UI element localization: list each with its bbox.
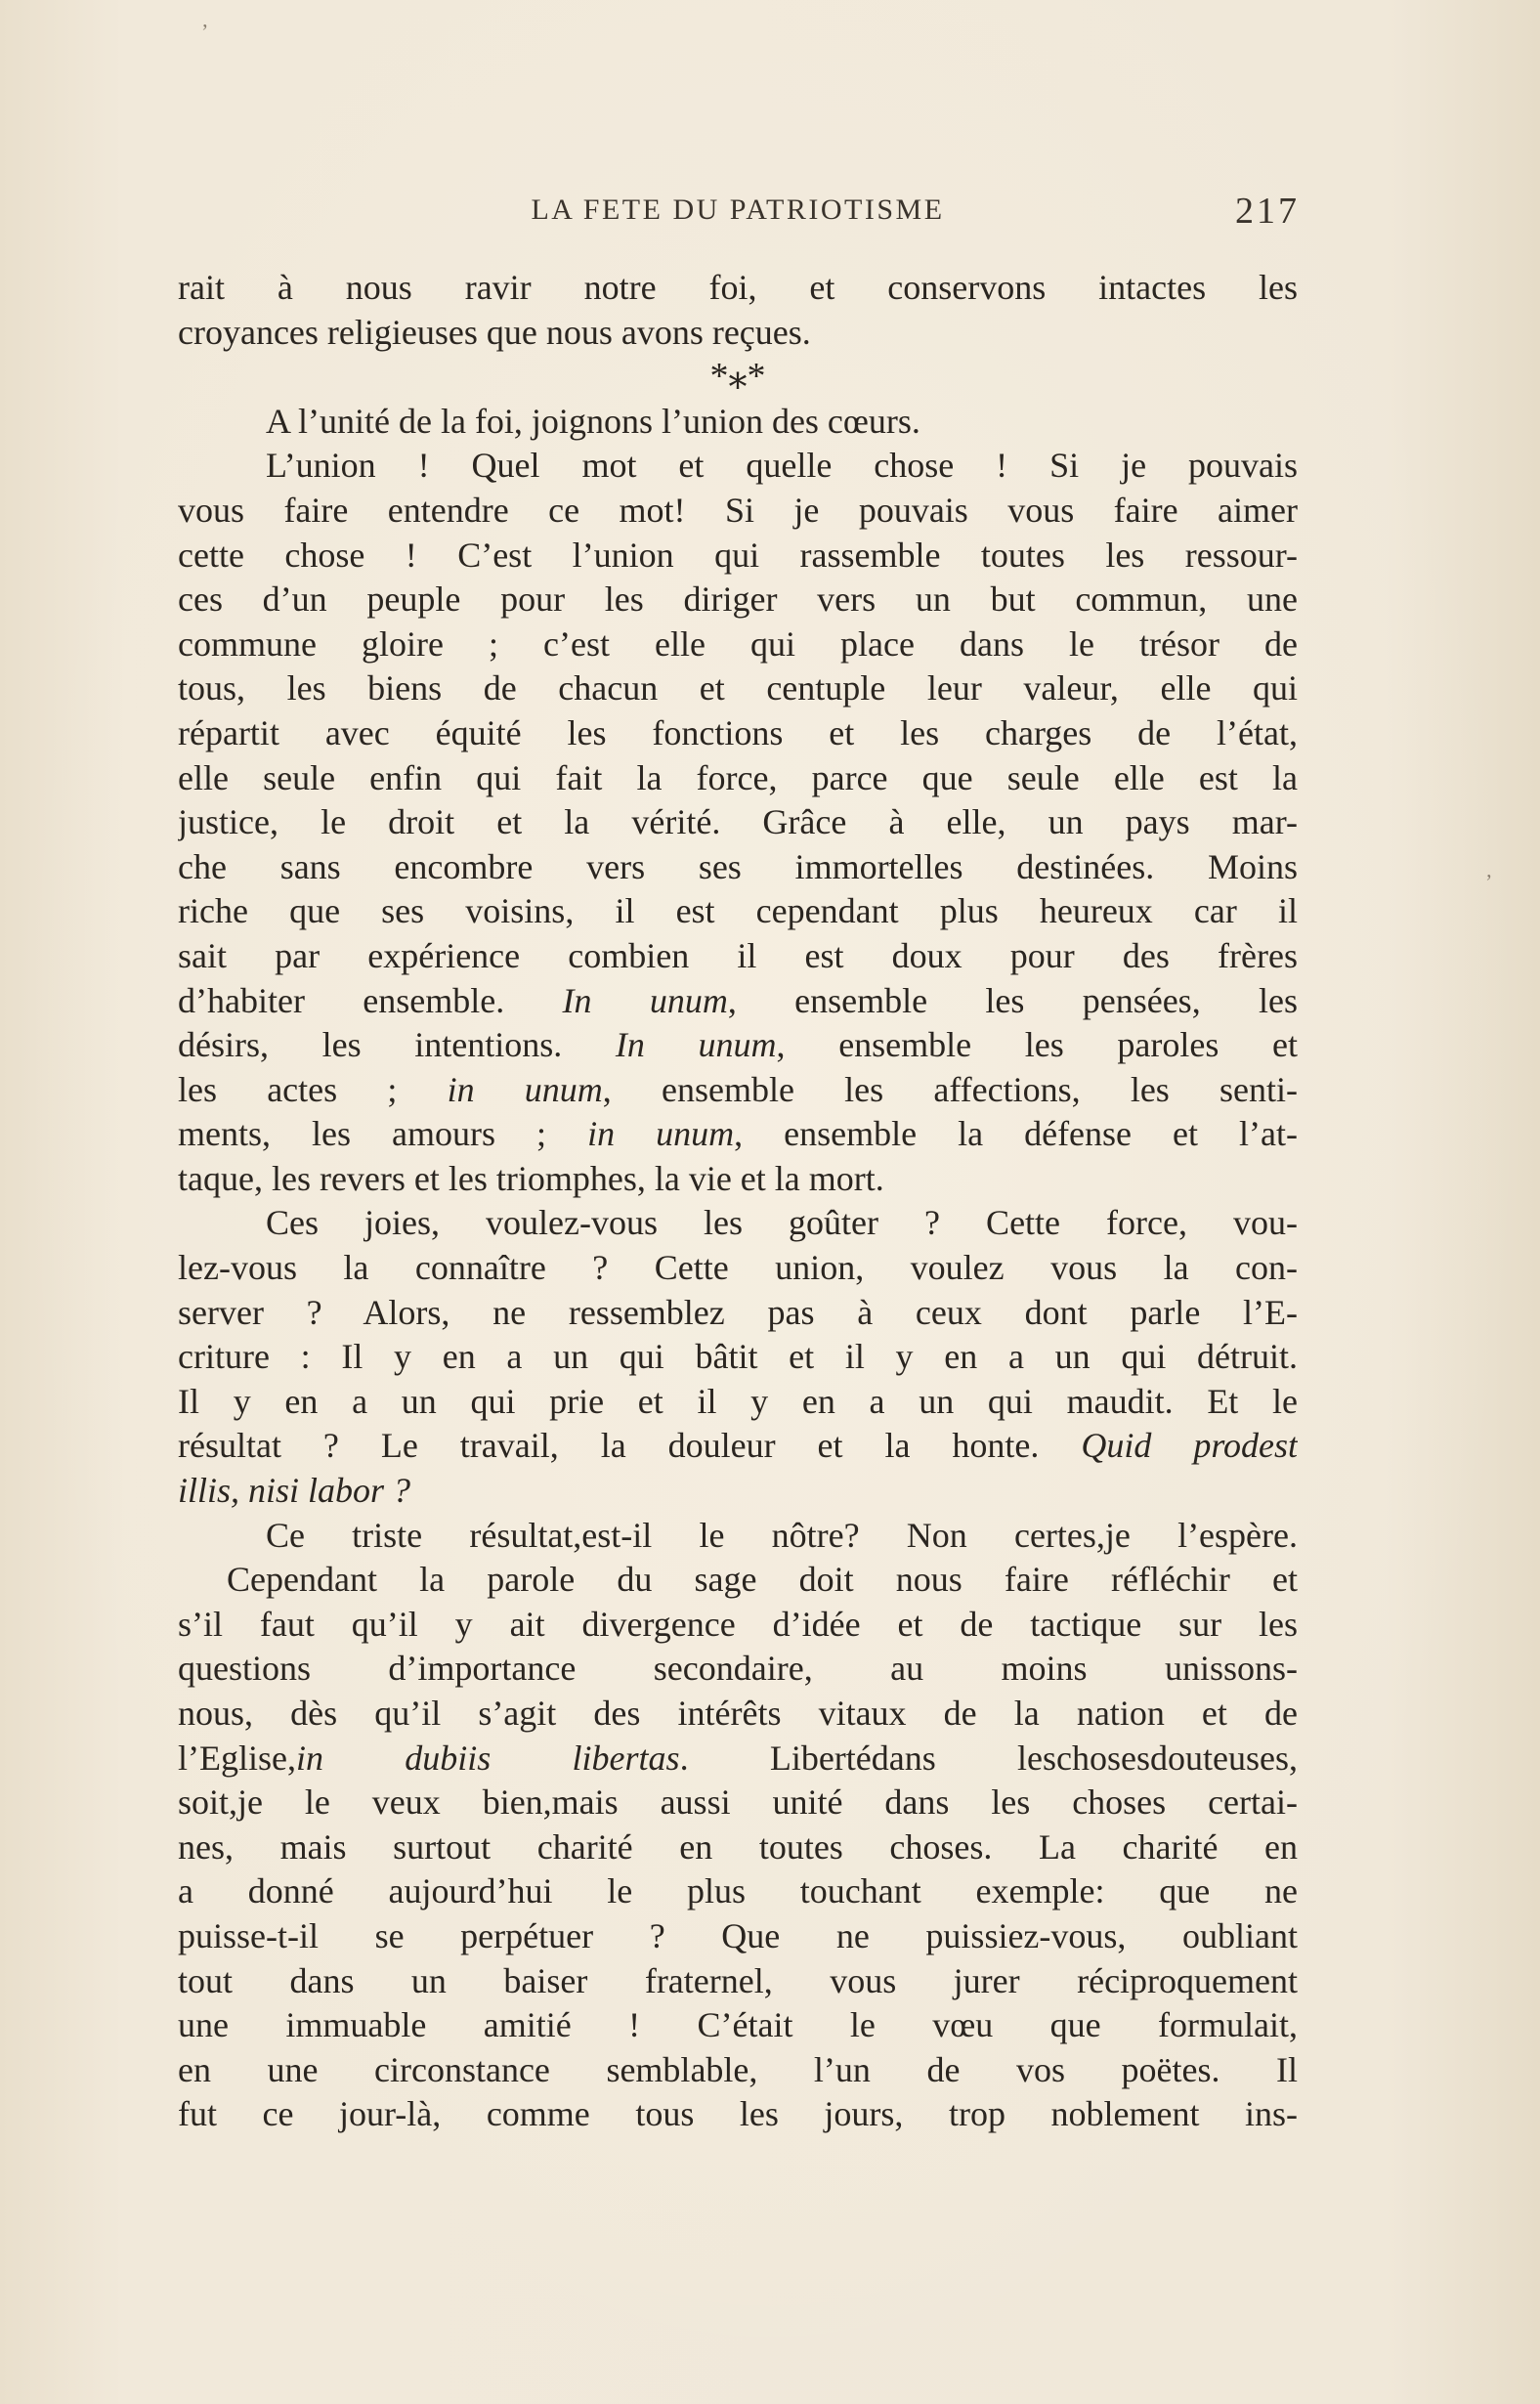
text-line	[178, 2048, 1298, 2093]
text-run: Il y en a un qui prie et il y en a un qui maudit. Et le	[178, 1381, 1298, 1421]
text-run: commune gloire ; c’est elle qui place dans le trésor de	[178, 623, 1298, 664]
text-run: sait par expérience combien il est doux pour des frères	[178, 935, 1298, 975]
text-line	[178, 1781, 1298, 1825]
text-line	[178, 1157, 1298, 1202]
text-line	[178, 1869, 1298, 1914]
text-run: l’Eglise,	[178, 1738, 296, 1778]
text-run: soit,je le veux bien,mais aussi unité dans les choses certai-	[178, 1782, 1298, 1823]
text-line	[178, 1424, 1298, 1469]
text-run: a donné aujourd’hui le plus touchant exemple: que ne	[178, 1871, 1298, 1911]
text-line	[178, 1647, 1298, 1692]
text-run: Ce triste résultat,est-il le nôtre? Non certes,je l’espère.	[266, 1515, 1298, 1555]
text-line	[178, 489, 1298, 534]
text-line	[178, 1914, 1298, 1959]
text-line	[178, 711, 1298, 756]
text-line	[178, 1335, 1298, 1380]
text-line	[178, 1825, 1298, 1870]
text-line	[178, 444, 1298, 489]
text-run: criture : Il y en a un qui bâtit et il y en a un qui détruit.	[178, 1337, 1298, 1377]
text-line	[178, 311, 1298, 356]
text-run: les actes ;	[178, 1069, 448, 1109]
text-line	[178, 1558, 1298, 1603]
text-line	[178, 845, 1298, 890]
text-line	[178, 1201, 1298, 1246]
running-header	[176, 192, 1300, 240]
text-run: che sans encombre vers ses immortelles destinées. Moins	[178, 846, 1298, 886]
text-run: s’il faut qu’il y ait divergence d’idée et de tactique sur les	[178, 1604, 1298, 1644]
text-line	[178, 1959, 1298, 2004]
text-run: server ? Alors, ne ressemblez pas à ceux dont parle l’E-	[178, 1292, 1298, 1332]
text-run: Cependant la parole du sage doit nous faire réfléchir et	[227, 1560, 1298, 1600]
text-line	[178, 889, 1298, 934]
italic-phrase: In unum	[562, 980, 728, 1020]
text-line	[178, 1737, 1298, 1782]
italic-phrase: in unum	[447, 1069, 603, 1109]
text-run: Ces joies, voulez-vous les goûter ? Cette force, vou-	[266, 1203, 1298, 1243]
text-run: cette chose ! C’est l’union qui rassemble toutes les ressour-	[178, 535, 1298, 575]
text-run: nous, dès qu’il s’agit des intérêts vitaux de la nation et de	[178, 1694, 1298, 1733]
text-run: ces d’un peuple pour les diriger vers un but commun, une	[178, 580, 1298, 620]
text-run: , ensemble les paroles et	[776, 1025, 1298, 1065]
text-line	[178, 800, 1298, 845]
text-line	[178, 1514, 1298, 1559]
text-run: taque, les revers et les triomphes, la vie et la mort.	[178, 1158, 884, 1198]
text-run: désirs, les intentions.	[178, 1025, 616, 1065]
text-run: fut ce jour-là, comme tous les jours, trop noblement ins-	[178, 2094, 1298, 2134]
text-run: , ensemble les pensées, les	[727, 980, 1298, 1020]
text-line	[178, 266, 1298, 311]
text-run: elle seule enfin qui fait la force, parce que seule elle est la	[178, 757, 1298, 797]
text-line	[178, 1692, 1298, 1737]
text-run: rait à nous ravir notre foi, et conservons intactes les	[178, 268, 1298, 307]
text-run: croyances religieuses que nous avons reçues.	[178, 312, 811, 352]
body-text	[178, 266, 1298, 2137]
italic-phrase: in dubiis libertas	[295, 1738, 680, 1778]
paper-speck: ʼ	[1485, 870, 1493, 894]
text-run: justice, le droit et la vérité. Grâce à elle, un pays mar-	[178, 802, 1298, 842]
italic-phrase: Quid prodest	[1081, 1426, 1298, 1466]
text-run: ments, les amours ;	[178, 1114, 588, 1154]
text-line	[178, 934, 1298, 979]
text-run: questions d’importance secondaire, au moins unissons-	[178, 1649, 1298, 1689]
text-line	[178, 1603, 1298, 1648]
text-run: riche que ses voisins, il est cependant plus heureux car il	[178, 891, 1298, 931]
text-run: en une circonstance semblable, l’un de vos poëtes. Il	[178, 2049, 1298, 2089]
text-line	[178, 979, 1298, 1024]
text-line	[178, 622, 1298, 667]
text-line	[178, 756, 1298, 801]
text-line	[178, 1469, 1298, 1514]
running-title: LA FETE DU PATRIOTISME	[531, 193, 945, 226]
text-line	[178, 2003, 1298, 2048]
text-line	[178, 1068, 1298, 1113]
text-run: , ensemble les affections, les senti-	[602, 1069, 1298, 1109]
text-run: résultat ? Le travail, la douleur et la honte.	[178, 1426, 1082, 1466]
text-line	[178, 2092, 1298, 2137]
text-run: , ensemble la défense et l’at-	[734, 1114, 1298, 1154]
text-run: puisse-t-il se perpétuer ? Que ne puissiez-vous, oubliant	[178, 1915, 1298, 1955]
text-line	[178, 1291, 1298, 1336]
text-run: d’habiter ensemble.	[178, 980, 563, 1020]
text-line	[178, 534, 1298, 579]
text-run: nes, mais surtout charité en toutes choses. La charité en	[178, 1826, 1298, 1867]
text-run: A l’unité de la foi, joignons l’union des cœurs.	[266, 401, 920, 441]
text-run: tous, les biens de chacun et centuple leur valeur, elle qui	[178, 668, 1298, 708]
text-line	[178, 1380, 1298, 1425]
text-line	[178, 1246, 1298, 1291]
text-run: *⁎*	[709, 356, 766, 398]
italic-phrase: illis, nisi labor ?	[178, 1471, 411, 1511]
text-line	[178, 1112, 1298, 1157]
paper-speck: ʼ	[201, 20, 209, 44]
text-line	[178, 578, 1298, 622]
text-run: lez-vous la connaître ? Cette union, voulez vous la con-	[178, 1248, 1298, 1288]
text-run: répartit avec équité les fonctions et les charges de l’état,	[178, 712, 1298, 752]
text-line	[178, 400, 1298, 445]
text-run: . Libertédans leschosesdouteuses,	[679, 1738, 1298, 1778]
italic-phrase: In unum	[615, 1025, 777, 1065]
text-line	[178, 1023, 1298, 1068]
text-line	[178, 355, 1298, 400]
page-number: 217	[1235, 191, 1300, 232]
text-run: L’union ! Quel mot et quelle chose ! Si je pouvais	[266, 446, 1298, 486]
text-run: vous faire entendre ce mot! Si je pouvais vous faire aimer	[178, 490, 1298, 530]
italic-phrase: in unum	[587, 1114, 735, 1154]
text-run: une immuable amitié ! C’était le vœu que formulait,	[178, 2005, 1298, 2045]
text-line	[178, 666, 1298, 711]
text-run: tout dans un baiser fraternel, vous jurer réciproquement	[178, 1960, 1298, 2000]
